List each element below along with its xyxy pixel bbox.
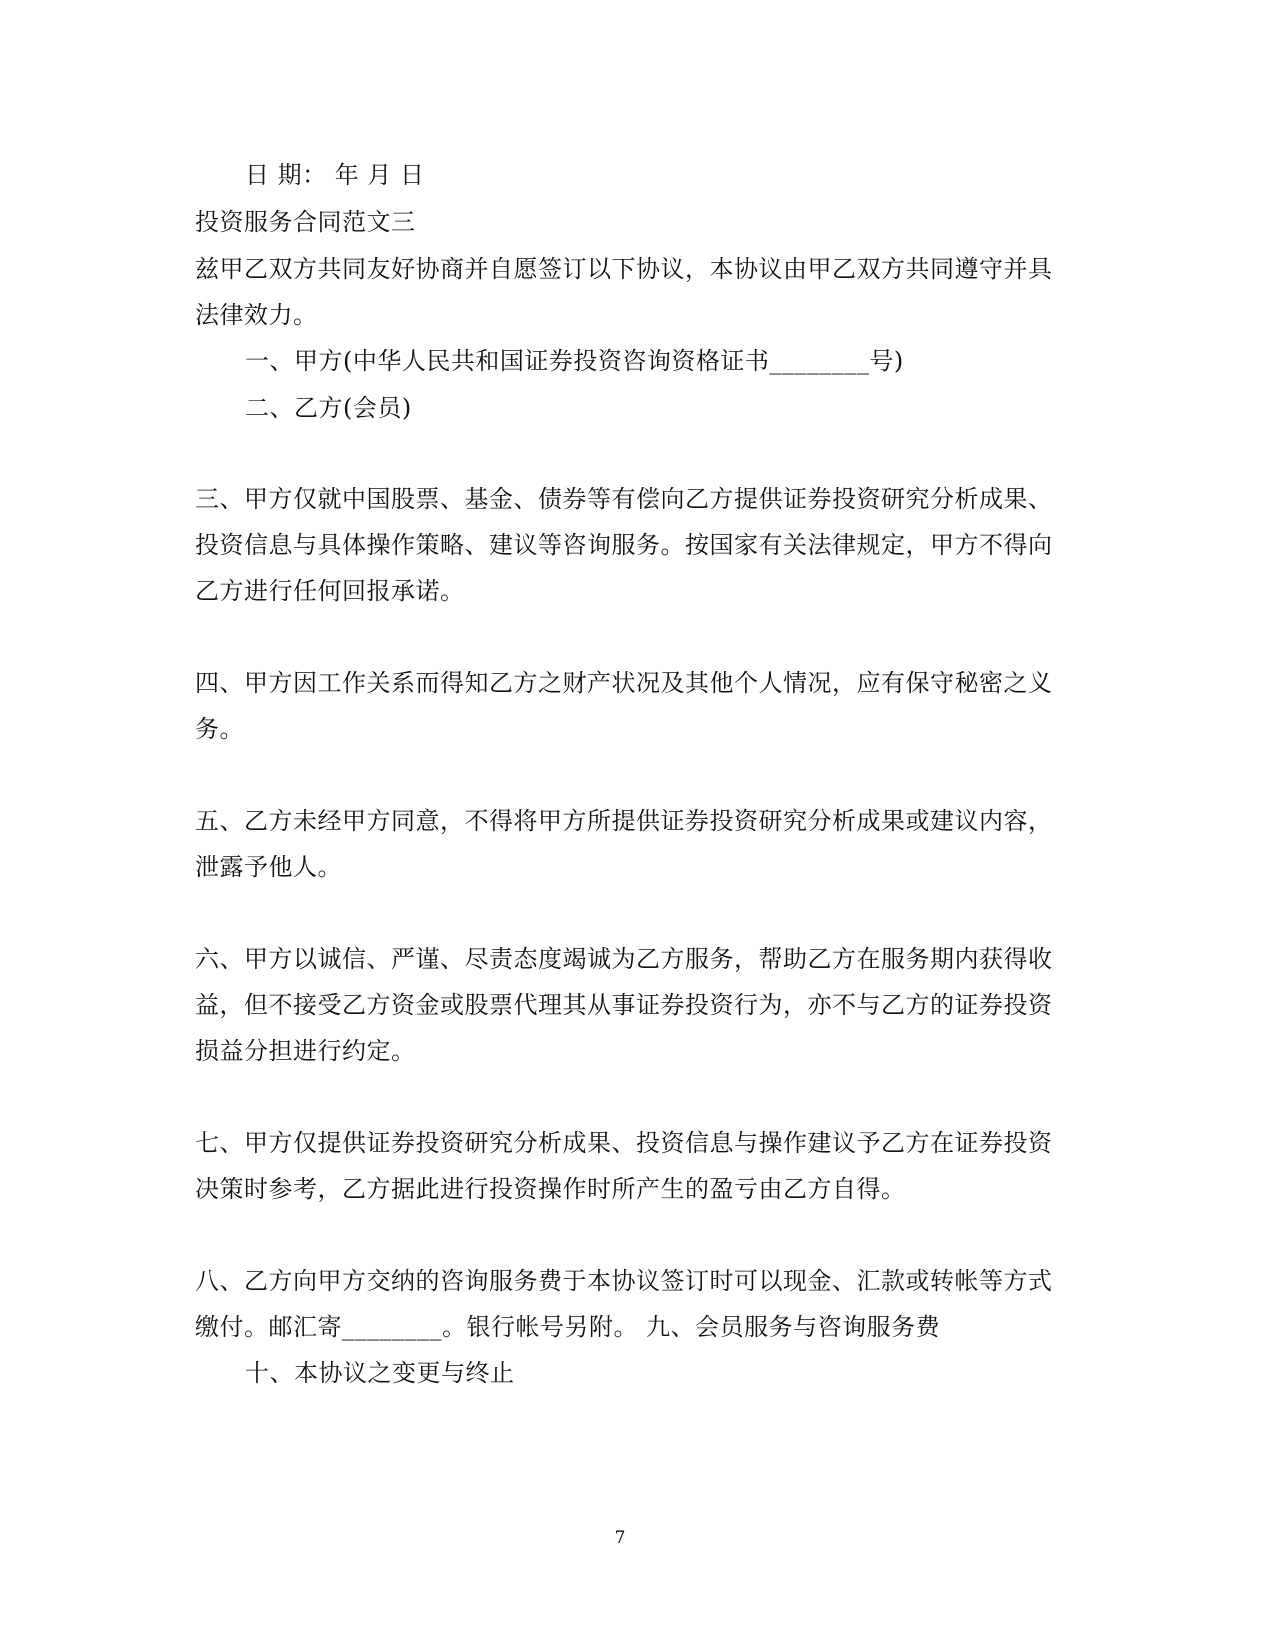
text-line: 法律效力。 (195, 301, 318, 329)
text-line: 五、乙方未经甲方同意，不得将甲方所提供证券投资研究分析成果或建议内容， (195, 807, 1053, 835)
page-number: 7 (614, 1528, 626, 1548)
text-line: 六、甲方以诚信、严谨、尽责态度竭诚为乙方服务，帮助乙方在服务期内获得收 (195, 945, 1053, 973)
document-title: 投资服务合同范文三 (195, 208, 416, 236)
text-line: 十、本协议之变更与终止 (245, 1359, 515, 1387)
text-line: 缴付。邮汇寄________。银行帐号另附。 九、会员服务与咨询服务费 (195, 1313, 941, 1341)
text-line: 务。 (195, 715, 244, 743)
text-line: 一、甲方(中华人民共和国证券投资咨询资格证书________号) (245, 347, 904, 375)
text-line: 决策时参考，乙方据此进行投资操作时所产生的盈亏由乙方自得。 (195, 1175, 906, 1203)
text-line: 四、甲方因工作关系而得知乙方之财产状况及其他个人情况，应有保守秘密之义 (195, 669, 1053, 697)
text-line: 乙方进行任何回报承诺。 (195, 577, 465, 605)
text-line: 二、乙方(会员) (245, 394, 412, 422)
text-line: 投资信息与具体操作策略、建议等咨询服务。按国家有关法律规定，甲方不得向 (195, 531, 1053, 559)
text-line: 兹甲乙双方共同友好协商并自愿签订以下协议，本协议由甲乙双方共同遵守并具 (195, 255, 1053, 283)
text-line: 泄露予他人。 (195, 853, 342, 881)
date-line: 日 期： 年 月 日 (245, 161, 425, 189)
text-line: 三、甲方仅就中国股票、基金、债券等有偿向乙方提供证券投资研究分析成果、 (195, 485, 1053, 513)
text-line: 八、乙方向甲方交纳的咨询服务费于本协议签订时可以现金、汇款或转帐等方式 (195, 1267, 1053, 1295)
text-line: 益，但不接受乙方资金或股票代理其从事证券投资行为，亦不与乙方的证券投资 (195, 991, 1053, 1019)
text-line: 七、甲方仅提供证券投资研究分析成果、投资信息与操作建议予乙方在证券投资 (195, 1129, 1053, 1157)
text-line: 损益分担进行约定。 (195, 1037, 416, 1065)
